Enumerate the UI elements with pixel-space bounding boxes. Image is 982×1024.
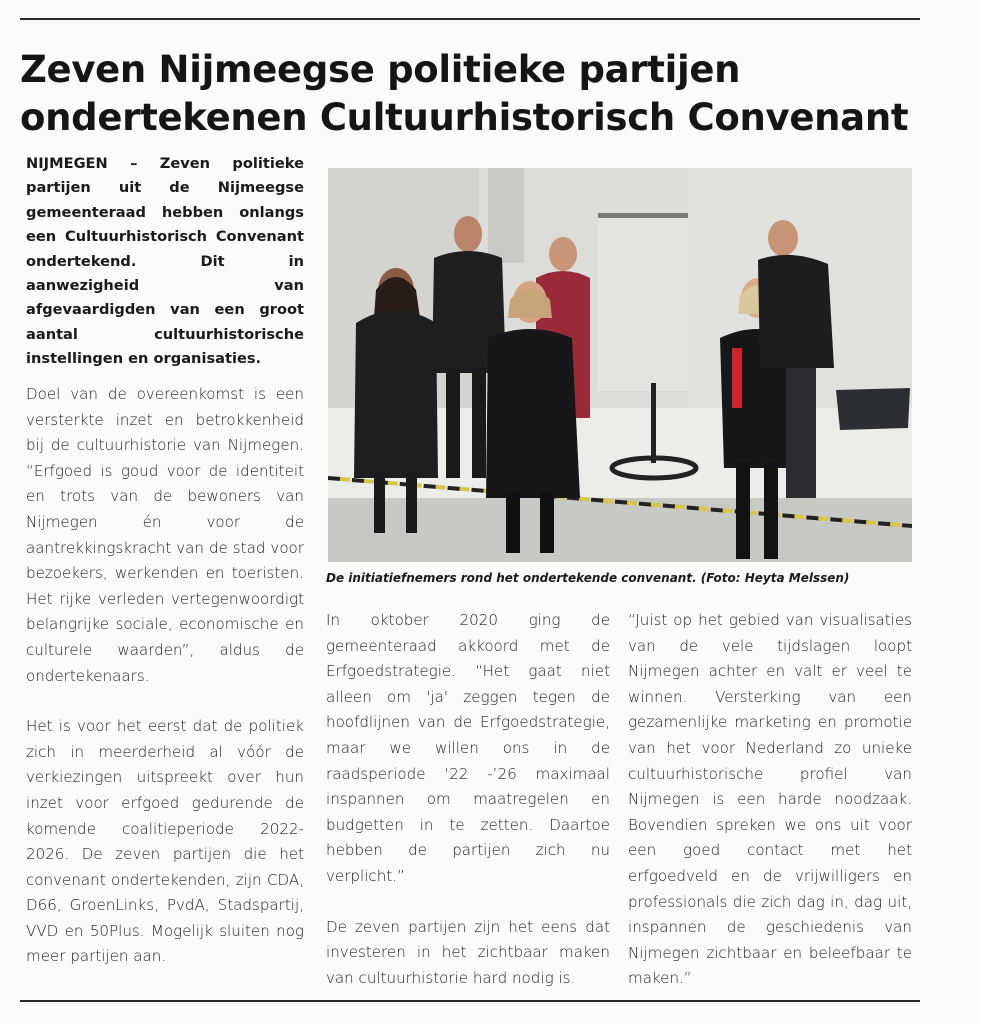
group-photo-illustration (328, 168, 912, 562)
lead-paragraph: NIJMEGEN – Zeven politieke partijen uit de Nijmeegse gemeenteraad hebben onlangs een Cultuurhistorisch Convenant ondertekend. Dit in aanwezigheid van afgevaardigden van een groot aantal cultuurhistorische instellingen en organisaties. (26, 155, 304, 368)
body-paragraph: Doel van de overeenkomst is een versterkte inzet en betrokkenheid bij de cultuurhistorie van Nijmegen. “Erfgoed is goud voor de identiteit en trots van de bewoners van Nijmegen én voor de aantrekkingskracht van de stad voor bezoekers, werkenden en toeristen. Het rijke verleden vertegenwoordigt belangrijke sociale, economische en culturele waarden”, aldus de ondertekenaars. (26, 385, 304, 685)
body-paragraph: Het is voor het eerst dat de politiek zich in meerderheid al vóór de verkiezingen uitspreekt over hun inzet voor erfgoed gedurende de komende coalitieperiode 2022-2026. De zeven partijen die het convenant ondertekenden, zijn CDA, D66, GroenLinks, PvdA, Stadspartij, VVD en 50Plus. Mogelijk sluiten nog meer partijen aan. (26, 717, 304, 966)
article-column-3 (628, 608, 912, 1017)
photo-caption: De initiatiefnemers rond het ondertekende convenant. (Foto: Heyta Melssen) (326, 571, 850, 585)
headline: Zeven Nijmeegse politieke partijen ondertekenen Cultuurhistorisch Convenant (20, 48, 909, 139)
body-paragraph: In oktober 2020 ging de gemeenteraad akkoord met de Erfgoedstrategie. “Het gaat niet alleen om 'ja' zeggen tegen de hoofdlijnen van de Erfgoedstrategie, maar we willen ons in de raadsperiode ‘22 -’26 maximaal inspannen om maatregelen en budgetten in te zetten. Daartoe hebben de partijen zich nu verplicht.” (326, 611, 610, 885)
body-paragraph: “Juist op het gebied van visualisaties van de vele tijdslagen loopt Nijmegen achter en valt er veel te winnen. Versterking van een gezamenlijke marketing en promotie van het voor Nederland zo unieke cultuurhistorische profiel van Nijmegen is een harde noodzaak. Bovendien spreken we ons uit voor een goed contact met het erfgoedveld en de vrijwilligers en professionals die zich dag in, dag uit, inspannen de geschiedenis van Nijmegen zichtbaar en beleefbaar te maken.” (628, 611, 912, 988)
group-photo (328, 168, 912, 562)
article-column-1 (26, 382, 304, 995)
bottom-rule (20, 1000, 920, 1002)
top-rule (20, 18, 920, 20)
body-paragraph: De zeven partijen zijn het eens dat investeren in het zichtbaar maken van cultuurhistorie hard nodig is. (326, 917, 610, 987)
article-column-2 (326, 608, 610, 1016)
